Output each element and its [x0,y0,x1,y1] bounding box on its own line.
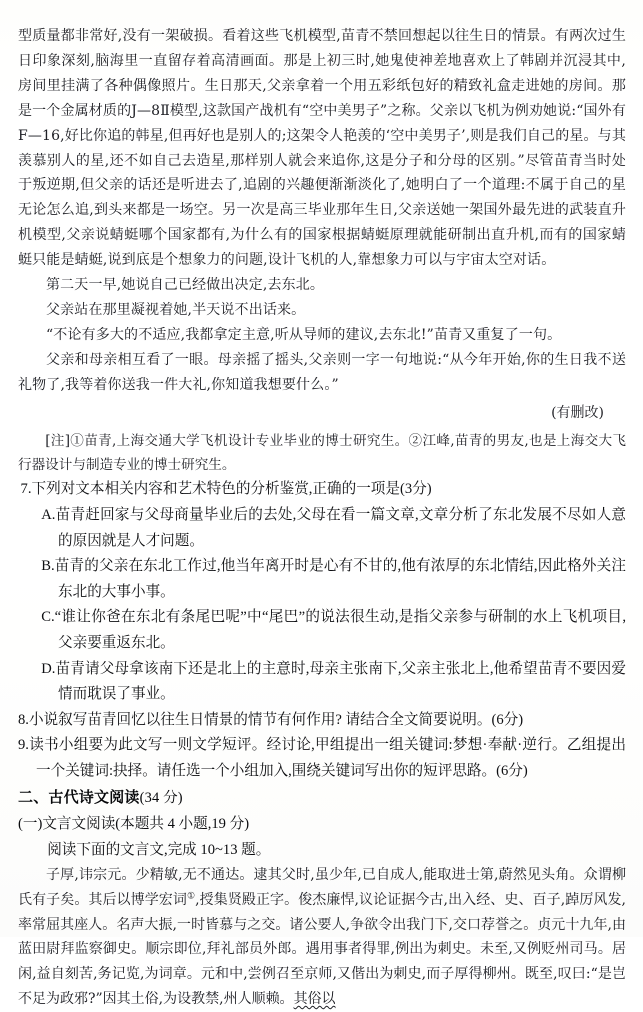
narrative-paragraph-2: 第二天一早,她说自己已经做出决定,去东北。 [46,277,325,294]
question-8-text: 小说叙写苗青回忆以往生日情景的情节有何作用? 请结合全文简要说明。(6分) [28,711,524,728]
classical-part-2: ,授集贤殿正字。俊杰廉悍,议论证据今古,出入经、史、百子,踔厉风发,率常屈其座人。名声大振,一时皆慕与之交。诸公要人,争欲令出我门下,交口荐誉之。贞元十九年,由蓝田尉拜监察御史。顺宗即位,拜礼部员外郎。遇用事者得罪,例出为刺史。未至,又例贬州司马。居闲,益自刻苦,务记览,为词章。元和中,尝例召至京师,又偕出为刺史,而子厚得柳州。既至,叹曰:“是岂不足为政邪?”因其土俗,为设教禁,州人顺赖。 [18,891,627,1007]
option-c-label: C. [41,609,55,626]
option-c-text: “谁让你爸在东北有条尾巴呢”中“尾巴”的说法很生动,是指父亲参与研制的水上飞机项目,父亲要重返东北。 [54,609,626,651]
option-b-label: B. [41,558,55,575]
question-9 [18,733,626,784]
question-7 [18,477,626,707]
classical-part-1: 子厚,讳宗元。少精敏,无不通达。逮其父时,虽少年,已自成人,能取进士第,蔚然见头角。众谓柳氏有子矣。其后以博学宏词 [18,866,626,908]
section-2-subheading: (一)文言文阅读(本题共 4 小题,19 分) [18,815,250,832]
question-7-stem-text: 下列对文本相关内容和艺术特色的分析鉴赏,正确的一项是(3分) [31,481,432,498]
option-b-text: 苗青的父亲在东北工作过,他当年离开时是心有不甘的,他有浓厚的东北情结,因此格外关注东北的大事小事。 [54,558,626,600]
option-a-text: 苗青赶回家与父母商量毕业后的去处,父母在看一篇文章,文章分析了东北发展不尽如人意的原因就是人才问题。 [55,507,626,549]
question-7-option-c[interactable] [18,605,626,656]
option-d-label: D. [41,660,56,677]
narrative-paragraph-5: 父亲和母亲相互看了一眼。母亲摇了摇头,父亲则一字一句地说:“从今年开始,你的生日我不送礼物了,我等着你送我一件大礼,你知道我想要什么。” [18,351,626,393]
option-d-text: 苗青请父母拿该南下还是北上的主意时,母亲主张南下,父亲主张北上,他希望苗青不要因爱情而耽误了事业。 [55,660,626,703]
classical-footnote-marker: ① [186,891,196,902]
question-7-number: 7. [20,481,32,498]
section-2-score: (34 分) [139,789,183,806]
classical-part-3: 其俗以 [293,990,336,1007]
section-2-instruction: 阅读下面的文言文,完成 10~13 题。 [47,841,271,858]
narrative-paragraph-1: 型质量都非常好,没有一架破损。看着这些飞机模型,苗青不禁回想起以往生日的情景。有两次过生日印象深刻,脑海里一直留存着高清画面。那是上初三时,她鬼使神差地喜欢上了韩剧并沉浸其中,房间里挂满了各种偶像照片。生日那天,父亲拿着一个用五彩纸包好的精致礼盒走进她的房间。那是一个金属材质的J—8Ⅱ模型,这款国产战机有“空中美男子”之称。父亲以飞机为例劝她说:“国外有F—16,好比你追的韩星,但再好也是别人的;这架令人艳羡的‘空中美男子’,则是我们自己的星。与其羡慕别人的星,还不如自己去造星,那样别人就会来追你,这是分子和分母的区别。”尽管苗青当时处于叛逆期,但父亲的话还是听进去了,追剧的兴趣便渐渐淡化了,她明白了一个道理:不属于自己的星无论怎么追,到头来都是一场空。另一次是高三毕业那年生日,父亲送她一架国外最先进的武装直升机模型,父亲说蜻蜓哪个国家都有,为什么有的国家根据蜻蜓原理就能研制出直升机,而有的国家蜻蜓只能是蜻蜓,说到底是个想象力的问题,设计飞机的人,靠想象力可以与宇宙太空对话。 [18,28,626,269]
narrative-attribution: (有删改) [551,404,604,421]
question-9-number: 9. [18,737,29,754]
narrative-paragraph-4: “不论有多大的不适应,我都拿定主意,听从导师的建议,去东北!”苗青又重复了一句。 [46,326,562,343]
question-8 [18,708,626,734]
question-9-text: 读书小组要为此文写一则文学短评。经讨论,甲组提出一组关键词:梦想·奉献·逆行。乙组提出一个关键词:抉择。请任选一个小组加入,围绕关键词写出你的短评思路。(6分) [28,737,626,779]
passage-footnote: [注]①苗青,上海交通大学飞机设计专业毕业的博士研究生。②江峰,苗青的男友,也是上海交大飞行器设计与制造专业的博士研究生。 [18,432,626,473]
narrative-paragraph-3: 父亲站在那里凝视着她,半天说不出话来。 [46,301,306,318]
option-a-label: A. [41,507,56,523]
section-2-heading-text: 二、古代诗文阅读 [18,789,140,806]
narrative-passage [18,24,626,426]
question-7-stem [18,477,626,503]
section-2-heading [18,785,626,811]
question-7-option-d[interactable] [18,657,626,708]
classical-passage [18,863,626,1012]
question-7-option-a[interactable] [18,503,626,554]
question-8-number: 8. [18,711,29,728]
question-7-option-b[interactable] [18,554,626,605]
